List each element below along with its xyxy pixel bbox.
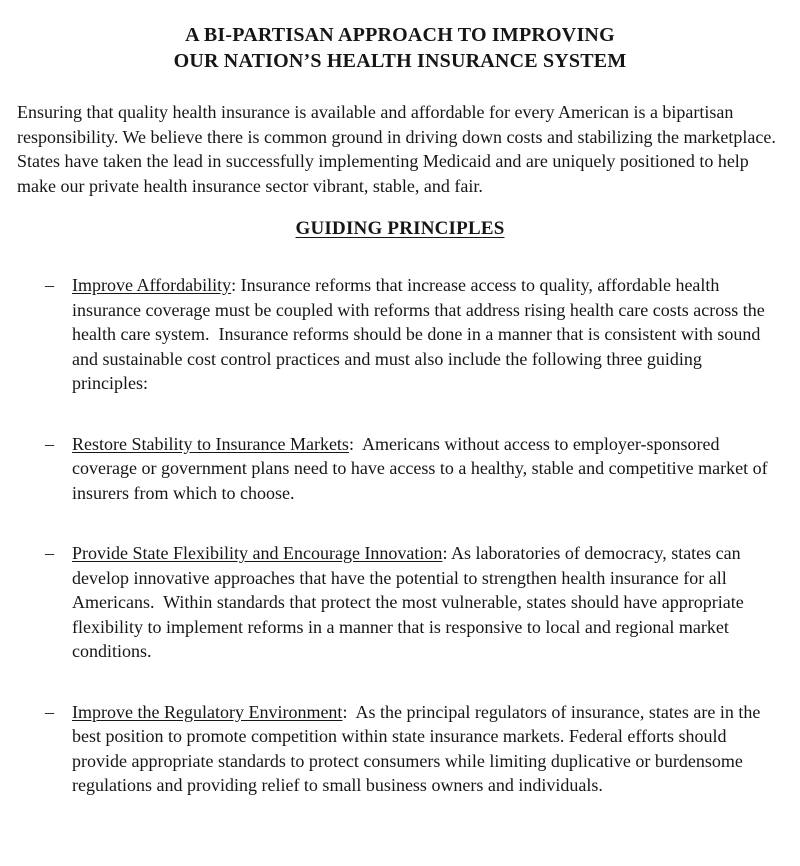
guiding-principles-list	[17, 273, 783, 798]
intro-paragraph: Ensuring that quality health insurance is available and affordable for every American is a bipartisan responsibility. We believe there is common ground in driving down costs and stabilizing the marketplace. States have taken the lead in successfully implementing Medicaid and are uniquely positioned to help make our private health insurance sector vibrant, stable, and fair.	[17, 102, 781, 196]
bullet-term: Improve the Regulatory Environment	[72, 701, 343, 722]
bullet-body: : Insurance reforms that increase access to quality, affordable health insurance coverage must be coupled with reforms that address rising health care costs across the health care system. Insurance reforms should be done in a manner that is consistent with sound and sustainable cost control practices and must also include the following three guiding principles:	[72, 275, 770, 393]
bullet-dash: –	[45, 543, 54, 563]
bullet-dash: –	[45, 701, 54, 722]
bullet-body: : Americans without access to employer-sponsored coverage or government plans need to have access to a healthy, stable and competitive market of insurers from which to choose.	[72, 433, 773, 503]
bullet-term: Restore Stability to Insurance Markets	[72, 433, 349, 454]
bullet-term: Improve Affordability	[72, 275, 232, 295]
bullet-dash: –	[45, 275, 54, 295]
bullet-restore-stability	[17, 432, 783, 506]
bullet-text	[72, 273, 776, 396]
document-title	[17, 22, 783, 74]
section-heading-guiding-principles: GUIDING PRINCIPLES	[295, 218, 505, 239]
bullet-improve-affordability	[17, 273, 783, 396]
bullet-body: : As laboratories of democracy, states can develop innovative approaches that have the potential to strengthen health insurance for all Americans. Within standards that protect the most vulnerable, states should have appropriate flexibility to implement reforms in a manner that is responsive to local and regional market conditions.	[72, 543, 749, 661]
bullet-state-flexibility	[17, 541, 783, 664]
bullet-dash: –	[45, 433, 54, 454]
bullet-text	[72, 541, 776, 664]
bullet-term: Provide State Flexibility and Encourage Innovation	[72, 543, 443, 563]
document-title-line-1: A BI-PARTISAN APPROACH TO IMPROVING	[185, 24, 615, 46]
bullet-text	[72, 700, 776, 798]
bullet-body: : As the principal regulators of insurance, states are in the best position to promote competition within state insurance markets. Federal efforts should provide appropriate standards to protect consumers while limiting duplicative or burdensome regulations and providing relief to small business owners and individuals.	[72, 701, 765, 795]
bullet-text	[72, 432, 776, 506]
bullet-regulatory-environment	[17, 700, 783, 798]
document-title-line-2: OUR NATION’S HEALTH INSURANCE SYSTEM	[173, 50, 627, 72]
